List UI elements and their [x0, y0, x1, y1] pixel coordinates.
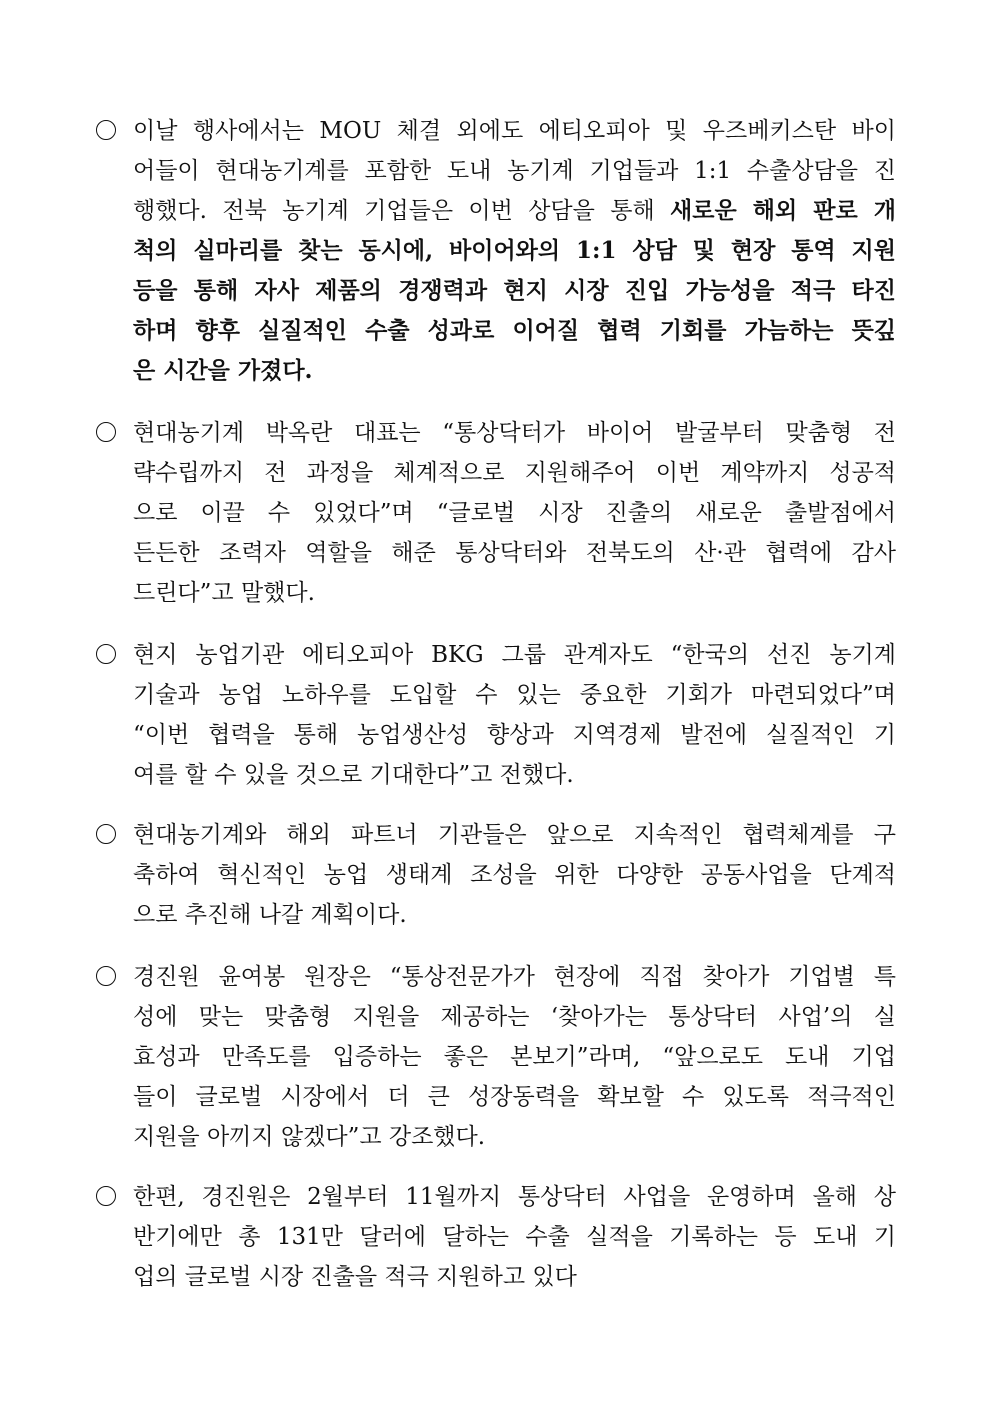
- text-line: [133, 196, 896, 236]
- text-segment: 으로 추진해 나갈 계획이다.: [133, 902, 407, 928]
- text-line: [133, 356, 896, 396]
- text-line: [133, 458, 896, 498]
- text-segment: 어들이 현대농기계를 포함한 도내 농기계 기업들과 1:1 수출상담을 진: [133, 158, 896, 184]
- text-segment: 현지 농업기관 에티오피아 BKG 그룹 관계자도 “한국의 선진 농기계: [133, 642, 896, 668]
- circle-bullet-icon: [96, 1186, 116, 1206]
- text-line: [133, 276, 896, 316]
- text-line: [133, 760, 896, 800]
- text-line: [133, 640, 896, 680]
- text-line: [133, 962, 896, 1002]
- circle-bullet-icon: [96, 824, 116, 844]
- text-line: [133, 1222, 896, 1262]
- bold-text-segment: 등을 통해 자사 제품의 경쟁력과 현지 시장 진입 가능성을 적극 타진: [133, 277, 896, 304]
- text-segment: 으로 이끌 수 있었다”며 “글로벌 시장 진출의 새로운 출발점에서: [133, 500, 896, 526]
- text-segment: 지원을 아끼지 않겠다”고 강조했다.: [133, 1124, 486, 1150]
- text-segment: 들이 글로벌 시장에서 더 큰 성장동력을 확보할 수 있도록 적극적인: [133, 1084, 896, 1110]
- text-line: [133, 1082, 896, 1122]
- circle-bullet-icon: [96, 966, 116, 986]
- text-segment: 효성과 만족도를 입증하는 좋은 본보기”라며, “앞으로도 도내 기업: [133, 1044, 896, 1070]
- text-segment: 드린다”고 말했다.: [133, 580, 315, 606]
- text-line: [133, 578, 896, 618]
- text-line: [133, 720, 896, 760]
- text-line: [133, 680, 896, 720]
- bold-text-segment: 은 시간을 가졌다.: [133, 357, 313, 384]
- circle-bullet-icon: [96, 120, 116, 140]
- text-line: [133, 156, 896, 196]
- text-line: [133, 418, 896, 458]
- bold-text-segment: 척의 실마리를 찾는 동시에, 바이어와의 1:1 상담 및 현장 통역 지원: [133, 237, 896, 264]
- text-segment: 든든한 조력자 역할을 해준 통상닥터와 전북도의 산·관 협력에 감사: [133, 540, 896, 566]
- text-segment: 기술과 농업 노하우를 도입할 수 있는 중요한 기회가 마련되었다”며: [133, 682, 896, 708]
- text-line: [133, 900, 896, 940]
- text-line: [133, 1042, 896, 1082]
- text-line: [133, 1182, 896, 1222]
- text-line: [133, 860, 896, 900]
- text-line: [133, 1122, 896, 1162]
- text-line: [133, 236, 896, 276]
- bold-text-segment: 새로운 해외 판로 개: [670, 197, 896, 224]
- text-line: [133, 498, 896, 538]
- circle-bullet-icon: [96, 644, 116, 664]
- text-segment: 반기에만 총 131만 달러에 달하는 수출 실적을 기록하는 등 도내 기: [133, 1224, 896, 1250]
- text-line: [133, 316, 896, 356]
- text-line: [133, 1002, 896, 1042]
- text-segment: 여를 할 수 있을 것으로 기대한다”고 전했다.: [133, 762, 574, 788]
- text-line: [133, 538, 896, 578]
- text-segment: 략수립까지 전 과정을 체계적으로 지원해주어 이번 계약까지 성공적: [133, 460, 897, 486]
- circle-bullet-icon: [96, 422, 116, 442]
- text-segment: “이번 협력을 통해 농업생산성 향상과 지역경제 발전에 실질적인 기: [133, 722, 896, 748]
- text-segment: 성에 맞는 맞춤형 지원을 제공하는 ‘찾아가는 통상닥터 사업’의 실: [133, 1004, 896, 1030]
- text-segment: 경진원 윤여봉 원장은 “통상전문가가 현장에 직접 찾아가 기업별 특: [133, 964, 896, 990]
- text-segment: 현대농기계와 해외 파트너 기관들은 앞으로 지속적인 협력체계를 구: [133, 822, 896, 848]
- text-segment: 행했다. 전북 농기계 기업들은 이번 상담을 통해: [133, 198, 671, 224]
- text-segment: 이날 행사에서는 MOU 체결 외에도 에티오피아 및 우즈베키스탄 바이: [133, 118, 896, 144]
- text-line: [133, 820, 896, 860]
- text-segment: 업의 글로벌 시장 진출을 적극 지원하고 있다: [133, 1264, 577, 1290]
- text-segment: 현대농기계 박옥란 대표는 “통상닥터가 바이어 발굴부터 맞춤형 전: [133, 420, 896, 446]
- bold-text-segment: 하며 향후 실질적인 수출 성과로 이어질 협력 기회를 가늠하는 뜻깊: [133, 317, 896, 344]
- text-line: [133, 116, 896, 156]
- text-segment: 축하여 혁신적인 농업 생태계 조성을 위한 다양한 공동사업을 단계적: [133, 862, 896, 888]
- text-line: [133, 1262, 896, 1302]
- text-segment: 한편, 경진원은 2월부터 11월까지 통상닥터 사업을 운영하며 올해 상: [133, 1184, 896, 1210]
